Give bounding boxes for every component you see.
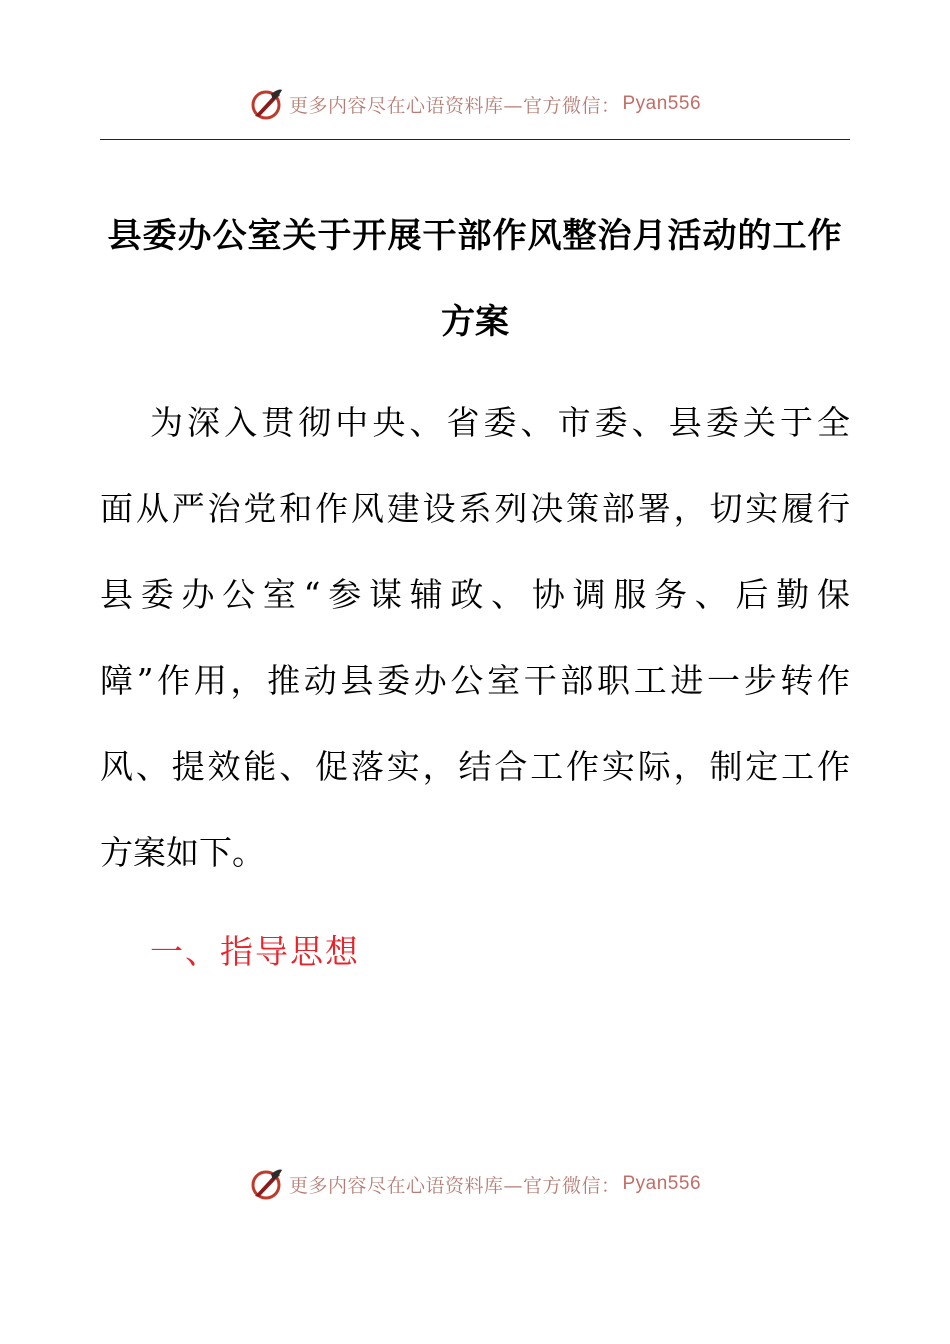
document-title-line-2: 方案 xyxy=(441,302,509,342)
watermark-wechat-id: Pyan556 xyxy=(622,93,702,114)
section-heading: 一、指导思想 xyxy=(150,932,360,971)
document-title-line-1: 县委办公室关于开展干部作风整治月活动的工作 xyxy=(107,216,843,256)
footer-watermark xyxy=(0,1166,950,1202)
watermark-text: 更多内容尽在心语资料库—官方微信： xyxy=(288,94,621,117)
paragraph-line: 障”作用，推动县委办公室干部职工进一步转作 xyxy=(100,661,850,700)
header-divider xyxy=(100,139,850,140)
header-watermark xyxy=(0,86,950,122)
paragraph-line: 方案如下。 xyxy=(100,833,265,872)
paragraph-line: 面从严治党和作风建设系列决策部署，切实履行 xyxy=(100,489,850,528)
quill-logo-icon xyxy=(249,86,285,122)
paragraph-line: 为深入贯彻中央、省委、市委、县委关于全 xyxy=(150,403,850,442)
paragraph-line: 县委办公室“参谋辅政、协调服务、后勤保 xyxy=(100,575,850,614)
watermark-text: 更多内容尽在心语资料库—官方微信： xyxy=(288,1174,621,1197)
watermark-wechat-id: Pyan556 xyxy=(622,1173,702,1194)
quill-logo-icon xyxy=(249,1166,285,1202)
paragraph-line: 风、提效能、促落实，结合工作实际，制定工作 xyxy=(100,747,850,786)
